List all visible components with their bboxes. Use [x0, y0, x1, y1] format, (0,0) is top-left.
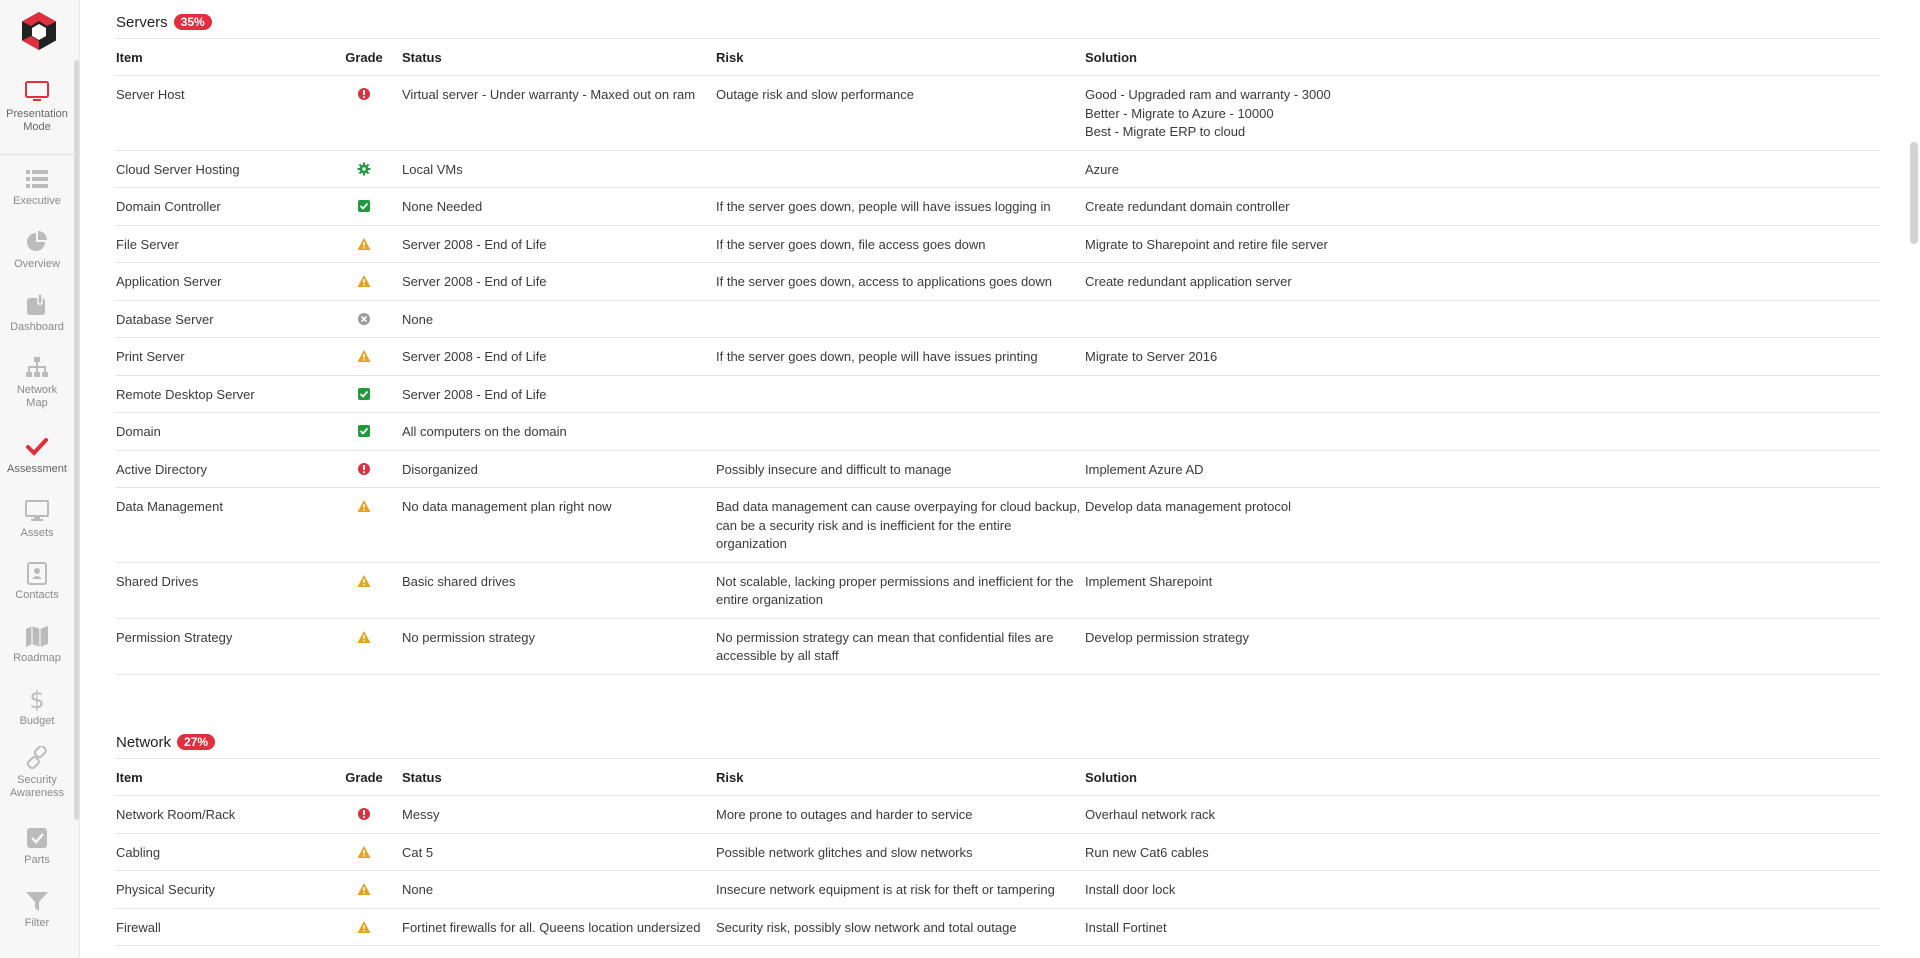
item-cell: Cabling: [116, 833, 336, 871]
solution-cell: [1085, 413, 1880, 451]
item-cell: Domain: [116, 413, 336, 451]
item-cell: File Server: [116, 225, 336, 263]
warning-icon: [357, 237, 371, 251]
sidebar-item-label: Overview: [14, 258, 60, 270]
solution-text: Azure: [1085, 161, 1119, 177]
sidebar-item-label: Dashboard: [10, 321, 64, 333]
column-header-grade[interactable]: Grade: [336, 759, 392, 796]
sidebar-item-label: Network: [16, 384, 58, 396]
item-cell: Print Server: [116, 338, 336, 376]
status-cell: Disorganized: [392, 450, 716, 488]
risk-cell: If the server goes down, access to applications goes down: [716, 263, 1085, 301]
gear-icon: [357, 162, 371, 176]
status-cell: None: [392, 871, 716, 909]
sidebar-item-parts[interactable]: [0, 826, 74, 867]
sidebar-item-budget[interactable]: [0, 687, 74, 728]
risk-cell: No permission strategy can mean that confidential files are accessible by all staff: [716, 618, 1085, 674]
solution-cell: [1085, 871, 1880, 909]
sidebar-item-assessment[interactable]: [0, 435, 74, 476]
warning-icon: [357, 845, 371, 859]
solution-text: Create redundant domain controller: [1085, 199, 1290, 214]
table-row[interactable]: [116, 488, 1880, 563]
score-badge: 35%: [174, 14, 212, 30]
risk-cell: If the server goes down, people will have issues printing: [716, 338, 1085, 376]
solution-cell: [1085, 263, 1880, 301]
status-cell: Local VMs: [392, 150, 716, 188]
table-row[interactable]: [116, 188, 1880, 226]
risk-cell: [716, 375, 1085, 413]
critical-icon: [357, 807, 371, 821]
risk-cell: If the server goes down, file access goes down: [716, 225, 1085, 263]
warning-icon: [357, 274, 371, 288]
dollar-icon: [24, 687, 50, 711]
sitemap-icon: [24, 356, 50, 380]
sidebar-item-roadmap[interactable]: [0, 624, 74, 665]
grade-cell: [336, 225, 392, 263]
solution-cell: [1085, 908, 1880, 946]
solution-text: Develop data management protocol: [1085, 499, 1291, 514]
status-cell: Virtual server - Under warranty - Maxed out on ram: [392, 76, 716, 151]
sidebar-item-label: Assessment: [7, 463, 67, 475]
grade-cell: [336, 150, 392, 188]
column-header-solution[interactable]: Solution: [1085, 39, 1880, 76]
item-cell: Permission Strategy: [116, 618, 336, 674]
item-cell: Server Host: [116, 76, 336, 151]
main-content: [80, 0, 1880, 958]
status-cell: Fortinet firewalls for all. Queens location undersized: [392, 908, 716, 946]
monitor-icon: [24, 80, 50, 104]
grade-cell: [336, 796, 392, 834]
solution-cell: [1085, 150, 1880, 188]
status-cell: Cat 5: [392, 833, 716, 871]
solution-text: Implement Azure AD: [1085, 461, 1204, 477]
sidebar-item-label: Roadmap: [13, 652, 61, 664]
table-header-row: [116, 759, 1880, 796]
grade-cell: [336, 908, 392, 946]
section-title-text: Servers: [116, 13, 168, 31]
item-cell: Cloud Server Hosting: [116, 150, 336, 188]
table-row[interactable]: [116, 796, 1880, 834]
checkbox-icon: [24, 826, 50, 850]
solution-cell: [1085, 76, 1880, 151]
column-header-status[interactable]: Status: [392, 759, 716, 796]
status-cell: Server 2008 - End of Life: [392, 375, 716, 413]
risk-cell: Outage risk and slow performance: [716, 76, 1085, 151]
sidebar-item-label: Map: [26, 397, 48, 409]
solution-text: Develop permission strategy: [1085, 629, 1250, 645]
item-cell: Domain Controller: [116, 188, 336, 226]
sidebar-item-label: Filter: [24, 917, 50, 929]
pie-chart-icon: [24, 230, 50, 254]
status-cell: Server 2008 - End of Life: [392, 225, 716, 263]
status-cell: No permission strategy: [392, 618, 716, 674]
solution-text: Install Fortinet: [1085, 919, 1167, 935]
table-row[interactable]: [116, 413, 1880, 451]
column-header-solution[interactable]: Solution: [1085, 759, 1880, 796]
risk-cell: Insecure network equipment is at risk for theft or tampering: [716, 871, 1085, 909]
sidebar-item-label: Awareness: [9, 787, 65, 799]
sidebar-item-executive[interactable]: [0, 167, 74, 208]
status-cell: No data management plan right now: [392, 488, 716, 563]
grade-cell: [336, 833, 392, 871]
sidebar-item-label: Budget: [19, 715, 55, 727]
solution-text: Create redundant application server: [1085, 274, 1292, 289]
status-cell: Basic shared drives: [392, 562, 716, 618]
solution-cell: [1085, 796, 1880, 834]
grade-cell: [336, 375, 392, 413]
item-cell: Shared Drives: [116, 562, 336, 618]
sidebar-item-network-map[interactable]: [0, 356, 74, 410]
item-cell: Firewall: [116, 908, 336, 946]
grade-cell: [336, 263, 392, 301]
risk-cell: [716, 413, 1085, 451]
item-cell: Remote Desktop Server: [116, 375, 336, 413]
column-header-grade[interactable]: Grade: [336, 39, 392, 76]
solution-cell: [1085, 618, 1880, 674]
sidebar-item-contacts[interactable]: [0, 561, 74, 602]
times-circle-icon: [357, 312, 371, 326]
risk-cell: Possible network glitches and slow networks: [716, 833, 1085, 871]
grade-cell: [336, 562, 392, 618]
column-header-risk[interactable]: Risk: [716, 39, 1085, 76]
status-cell: Messy: [392, 796, 716, 834]
table-row[interactable]: [116, 263, 1880, 301]
solution-text: Migrate to Sharepoint and retire file server: [1085, 236, 1328, 252]
item-cell: Physical Security: [116, 871, 336, 909]
table-row[interactable]: [116, 225, 1880, 263]
page-scrollbar-thumb[interactable]: [1910, 142, 1918, 244]
item-cell: Active Directory: [116, 450, 336, 488]
status-cell: None Needed: [392, 188, 716, 226]
risk-cell: More prone to outages and harder to service: [716, 796, 1085, 834]
sidebar-divider: [0, 154, 74, 155]
sidebar-item-label: Mode: [23, 121, 51, 133]
desktop-icon: [24, 499, 50, 523]
status-cell: None: [392, 300, 716, 338]
risk-cell: Not scalable, lacking proper permissions and inefficient for the entire organization: [716, 562, 1085, 618]
sidebar-item-label: Parts: [24, 854, 50, 866]
warning-icon: [357, 349, 371, 363]
solution-text: Install door lock: [1085, 882, 1176, 897]
filter-icon: [24, 889, 50, 913]
solution-text: Better - Migrate to Azure - 10000: [1085, 105, 1274, 121]
grade-cell: [336, 488, 392, 563]
sidebar-item-label: Presentation: [6, 108, 68, 120]
solution-cell: [1085, 225, 1880, 263]
status-cell: All computers on the domain: [392, 413, 716, 451]
table-row[interactable]: [116, 76, 1880, 151]
sidebar-item-label: Security: [17, 774, 57, 786]
solution-text: Best - Migrate ERP to cloud: [1085, 124, 1246, 139]
sidebar-item-assets[interactable]: [0, 499, 74, 540]
section-network: [116, 726, 1880, 946]
sidebar-item-security-awareness[interactable]: [0, 746, 74, 800]
item-cell: Application Server: [116, 263, 336, 301]
section-servers: [116, 6, 1880, 675]
grade-cell: [336, 300, 392, 338]
check-square-icon: [357, 387, 371, 401]
check-square-icon: [357, 199, 371, 213]
check-icon: [24, 435, 50, 459]
risk-cell: If the server goes down, people will have issues logging in: [716, 188, 1085, 226]
warning-icon: [357, 574, 371, 588]
column-header-risk[interactable]: Risk: [716, 759, 1085, 796]
contact-card-icon: [24, 561, 50, 585]
table-row[interactable]: [116, 300, 1880, 338]
column-header-item[interactable]: Item: [116, 39, 336, 76]
solution-cell: [1085, 375, 1880, 413]
status-cell: Server 2008 - End of Life: [392, 338, 716, 376]
solution-cell: [1085, 188, 1880, 226]
grade-cell: [336, 338, 392, 376]
table-row[interactable]: [116, 871, 1880, 909]
solution-cell: [1085, 833, 1880, 871]
grade-cell: [336, 450, 392, 488]
risk-cell: Security risk, possibly slow network and total outage: [716, 908, 1085, 946]
sidebar-scrollbar[interactable]: [74, 60, 79, 820]
section-title-text: Network: [116, 733, 172, 751]
link-icon: [24, 746, 50, 770]
section-title: [116, 6, 1880, 38]
sidebar-item-overview[interactable]: [0, 230, 74, 271]
risk-cell: Bad data management can cause overpaying for cloud backup, can be a security risk and is inefficient for the entire organization: [716, 488, 1085, 563]
sidebar: [0, 0, 80, 958]
column-header-item[interactable]: Item: [116, 759, 336, 796]
solution-text: Run new Cat6 cables: [1085, 844, 1209, 860]
critical-icon: [357, 87, 371, 101]
warning-icon: [357, 920, 371, 934]
solution-text: Migrate to Server 2016: [1085, 349, 1218, 364]
risk-cell: Possibly insecure and difficult to manage: [716, 450, 1085, 488]
solution-cell: [1085, 338, 1880, 376]
map-icon: [24, 624, 50, 648]
item-cell: Network Room/Rack: [116, 796, 336, 834]
solution-cell: [1085, 488, 1880, 563]
dashboard-icon: [24, 293, 50, 317]
table-row[interactable]: [116, 562, 1880, 618]
grade-cell: [336, 413, 392, 451]
score-badge: 27%: [177, 734, 215, 750]
table-row[interactable]: [116, 450, 1880, 488]
table-row[interactable]: [116, 375, 1880, 413]
table-row[interactable]: [116, 338, 1880, 376]
grade-cell: [336, 188, 392, 226]
sidebar-item-label: Contacts: [15, 589, 59, 601]
table-row[interactable]: [116, 908, 1880, 946]
svg-text:$: $: [29, 687, 45, 711]
sidebar-item-filter[interactable]: [0, 889, 74, 930]
assessment-table: [116, 758, 1880, 946]
solution-text: Implement Sharepoint: [1085, 573, 1213, 589]
section-title: [116, 726, 1880, 758]
item-cell: Database Server: [116, 300, 336, 338]
grade-cell: [336, 76, 392, 151]
table-header-row: [116, 39, 1880, 76]
warning-icon: [357, 882, 371, 896]
page-scrollbar[interactable]: [1908, 0, 1920, 958]
table-row[interactable]: [116, 618, 1880, 674]
check-square-icon: [357, 424, 371, 438]
company-logo[interactable]: [18, 10, 60, 52]
solution-cell: [1085, 300, 1880, 338]
column-header-status[interactable]: Status: [392, 39, 716, 76]
table-row[interactable]: [116, 150, 1880, 188]
assessment-table: [116, 38, 1880, 675]
item-cell: Data Management: [116, 488, 336, 563]
grade-cell: [336, 871, 392, 909]
sidebar-item-label: Executive: [13, 195, 61, 207]
table-row[interactable]: [116, 833, 1880, 871]
solution-cell: [1085, 562, 1880, 618]
warning-icon: [357, 499, 371, 513]
grade-cell: [336, 618, 392, 674]
solution-text: Overhaul network rack: [1085, 807, 1216, 822]
list-icon: [24, 167, 50, 191]
risk-cell: [716, 150, 1085, 188]
risk-cell: [716, 300, 1085, 338]
status-cell: Server 2008 - End of Life: [392, 263, 716, 301]
solution-cell: [1085, 450, 1880, 488]
sidebar-item-presentation-mode[interactable]: [0, 80, 74, 134]
sidebar-item-dashboard[interactable]: [0, 293, 74, 334]
warning-icon: [357, 630, 371, 644]
sidebar-item-label: Assets: [20, 527, 54, 539]
critical-icon: [357, 462, 371, 476]
solution-text: Good - Upgraded ram and warranty - 3000: [1085, 87, 1331, 102]
